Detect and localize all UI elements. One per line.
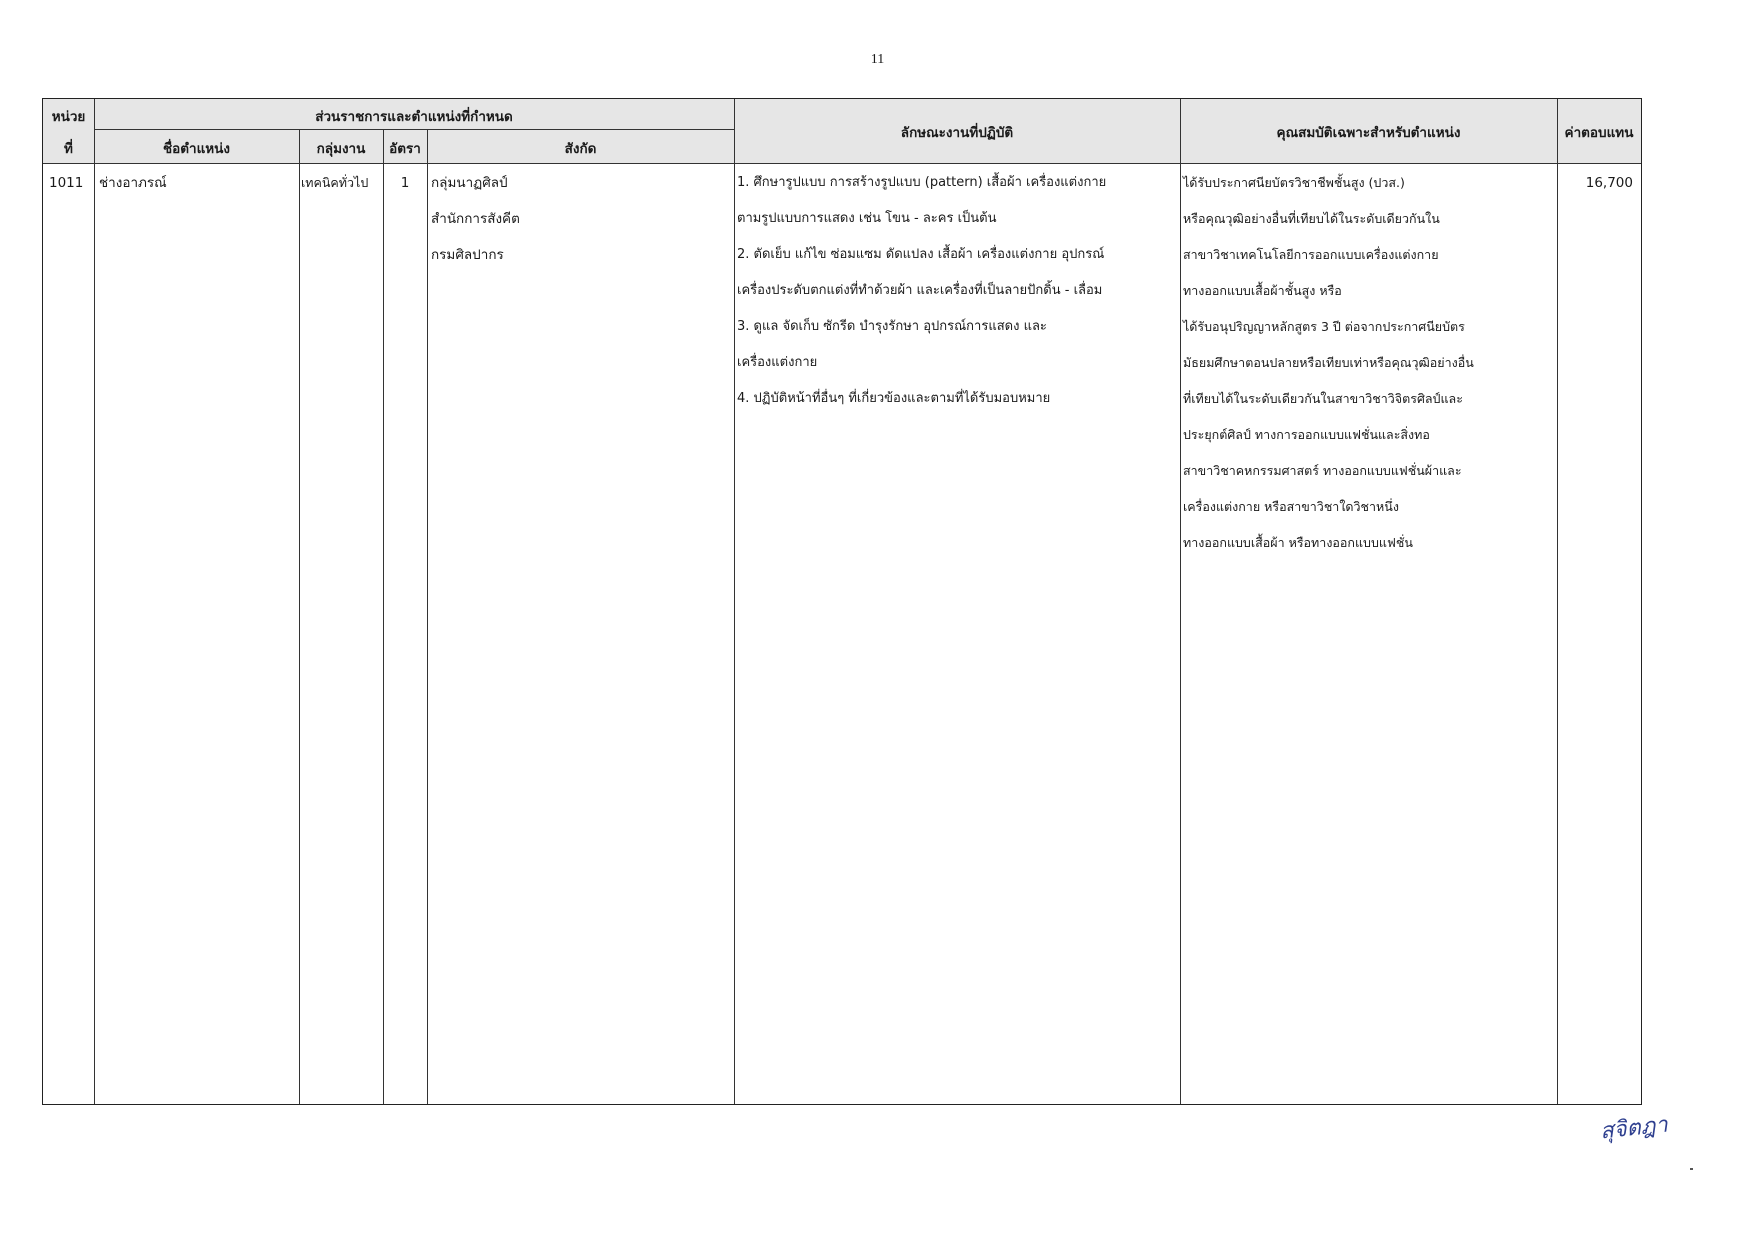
- handwritten-signature: สุจิตฎา: [1598, 1112, 1669, 1145]
- header-group-title: ส่วนราชการและตำแหน่งที่กำหนด: [315, 109, 513, 125]
- affiliation-line: กรมศิลปากร: [431, 247, 504, 263]
- qualification-line: ที่เทียบได้ในระดับเดียวกันในสาขาวิชาวิจิตรศิลป์และ: [1183, 391, 1463, 406]
- header-unit-no-line2: ที่: [64, 141, 73, 157]
- header-position-name: ชื่อตำแหน่ง: [162, 141, 231, 157]
- header-affiliation: สังกัด: [564, 141, 597, 157]
- qualification-line: ทางออกแบบเสื้อผ้าชั้นสูง หรือ: [1183, 283, 1342, 298]
- work-group-cell: เทคนิคทั่วไป: [301, 175, 369, 190]
- unit-no-cell: 1011: [49, 175, 84, 191]
- qualification-line: ได้รับอนุปริญญาหลักสูตร 3 ปี ต่อจากประกาศนียบัตร: [1183, 319, 1465, 334]
- header-work-group: กลุ่มงาน: [316, 141, 366, 157]
- qualifications-cell: [1183, 165, 1474, 561]
- duty-line: 4. ปฏิบัติหน้าที่อื่นๆ ที่เกี่ยวข้องและตามที่ได้รับมอบหมาย: [737, 391, 1051, 406]
- scan-speck: [1690, 1168, 1693, 1170]
- duty-line: เครื่องแต่งกาย: [737, 355, 818, 370]
- qualification-line: สาขาวิชาเทคโนโลยีการออกแบบเครื่องแต่งกาย: [1183, 247, 1439, 262]
- duties-cell: [737, 165, 1106, 417]
- position-table: [42, 98, 1642, 1105]
- header-unit-no-line1: หน่วย: [51, 109, 86, 125]
- qualification-line: ประยุกต์ศิลป์ ทางการออกแบบแฟชั่นและสิ่งทอ: [1183, 427, 1430, 442]
- qualification-line: หรือคุณวุฒิอย่างอื่นที่เทียบได้ในระดับเดียวกันใน: [1183, 211, 1440, 226]
- duty-line: เครื่องประดับตกแต่งที่ทำด้วยผ้า และเครื่องที่เป็นลายปักดิ้น - เลื่อม: [737, 283, 1103, 298]
- compensation-cell: 16,700: [1585, 175, 1633, 191]
- duty-line: 1. ศึกษารูปแบบ การสร้างรูปแบบ (pattern) เสื้อผ้า เครื่องแต่งกาย: [737, 175, 1107, 190]
- duty-line: ตามรูปแบบการแสดง เช่น โขน - ละคร เป็นต้น: [737, 211, 997, 226]
- affiliation-cell: [431, 165, 520, 273]
- affiliation-line: สำนักการสังคีต: [431, 211, 520, 227]
- header-compensation: ค่าตอบแทน: [1564, 125, 1634, 141]
- duty-line: 2. ตัดเย็บ แก้ไข ซ่อมแซม ดัดแปลง เสื้อผ้า เครื่องแต่งกาย อุปกรณ์: [737, 247, 1105, 262]
- rate-cell: 1: [400, 175, 410, 191]
- position-name-cell: ช่างอาภรณ์: [99, 175, 167, 191]
- qualification-line: มัธยมศึกษาตอนปลายหรือเทียบเท่าหรือคุณวุฒิอย่างอื่น: [1183, 355, 1474, 370]
- qualification-line: ได้รับประกาศนียบัตรวิชาชีพชั้นสูง (ปวส.): [1183, 175, 1405, 190]
- header-rate: อัตรา: [389, 141, 421, 157]
- affiliation-line: กลุ่มนาฏศิลป์: [431, 175, 508, 191]
- qualification-line: สาขาวิชาคหกรรมศาสตร์ ทางออกแบบแฟชั่นผ้าและ: [1183, 463, 1462, 478]
- qualification-line: เครื่องแต่งกาย หรือสาขาวิชาใดวิชาหนึ่ง: [1183, 499, 1399, 514]
- qualification-line: ทางออกแบบเสื้อผ้า หรือทางออกแบบแฟชั่น: [1183, 535, 1413, 550]
- header-qualifications: คุณสมบัติเฉพาะสำหรับตำแหน่ง: [1276, 125, 1461, 141]
- header-duties: ลักษณะงานที่ปฏิบัติ: [900, 125, 1014, 141]
- duty-line: 3. ดูแล จัดเก็บ ซักรีด บำรุงรักษา อุปกรณ์การแสดง และ: [737, 319, 1047, 334]
- page-number: 11: [870, 52, 885, 67]
